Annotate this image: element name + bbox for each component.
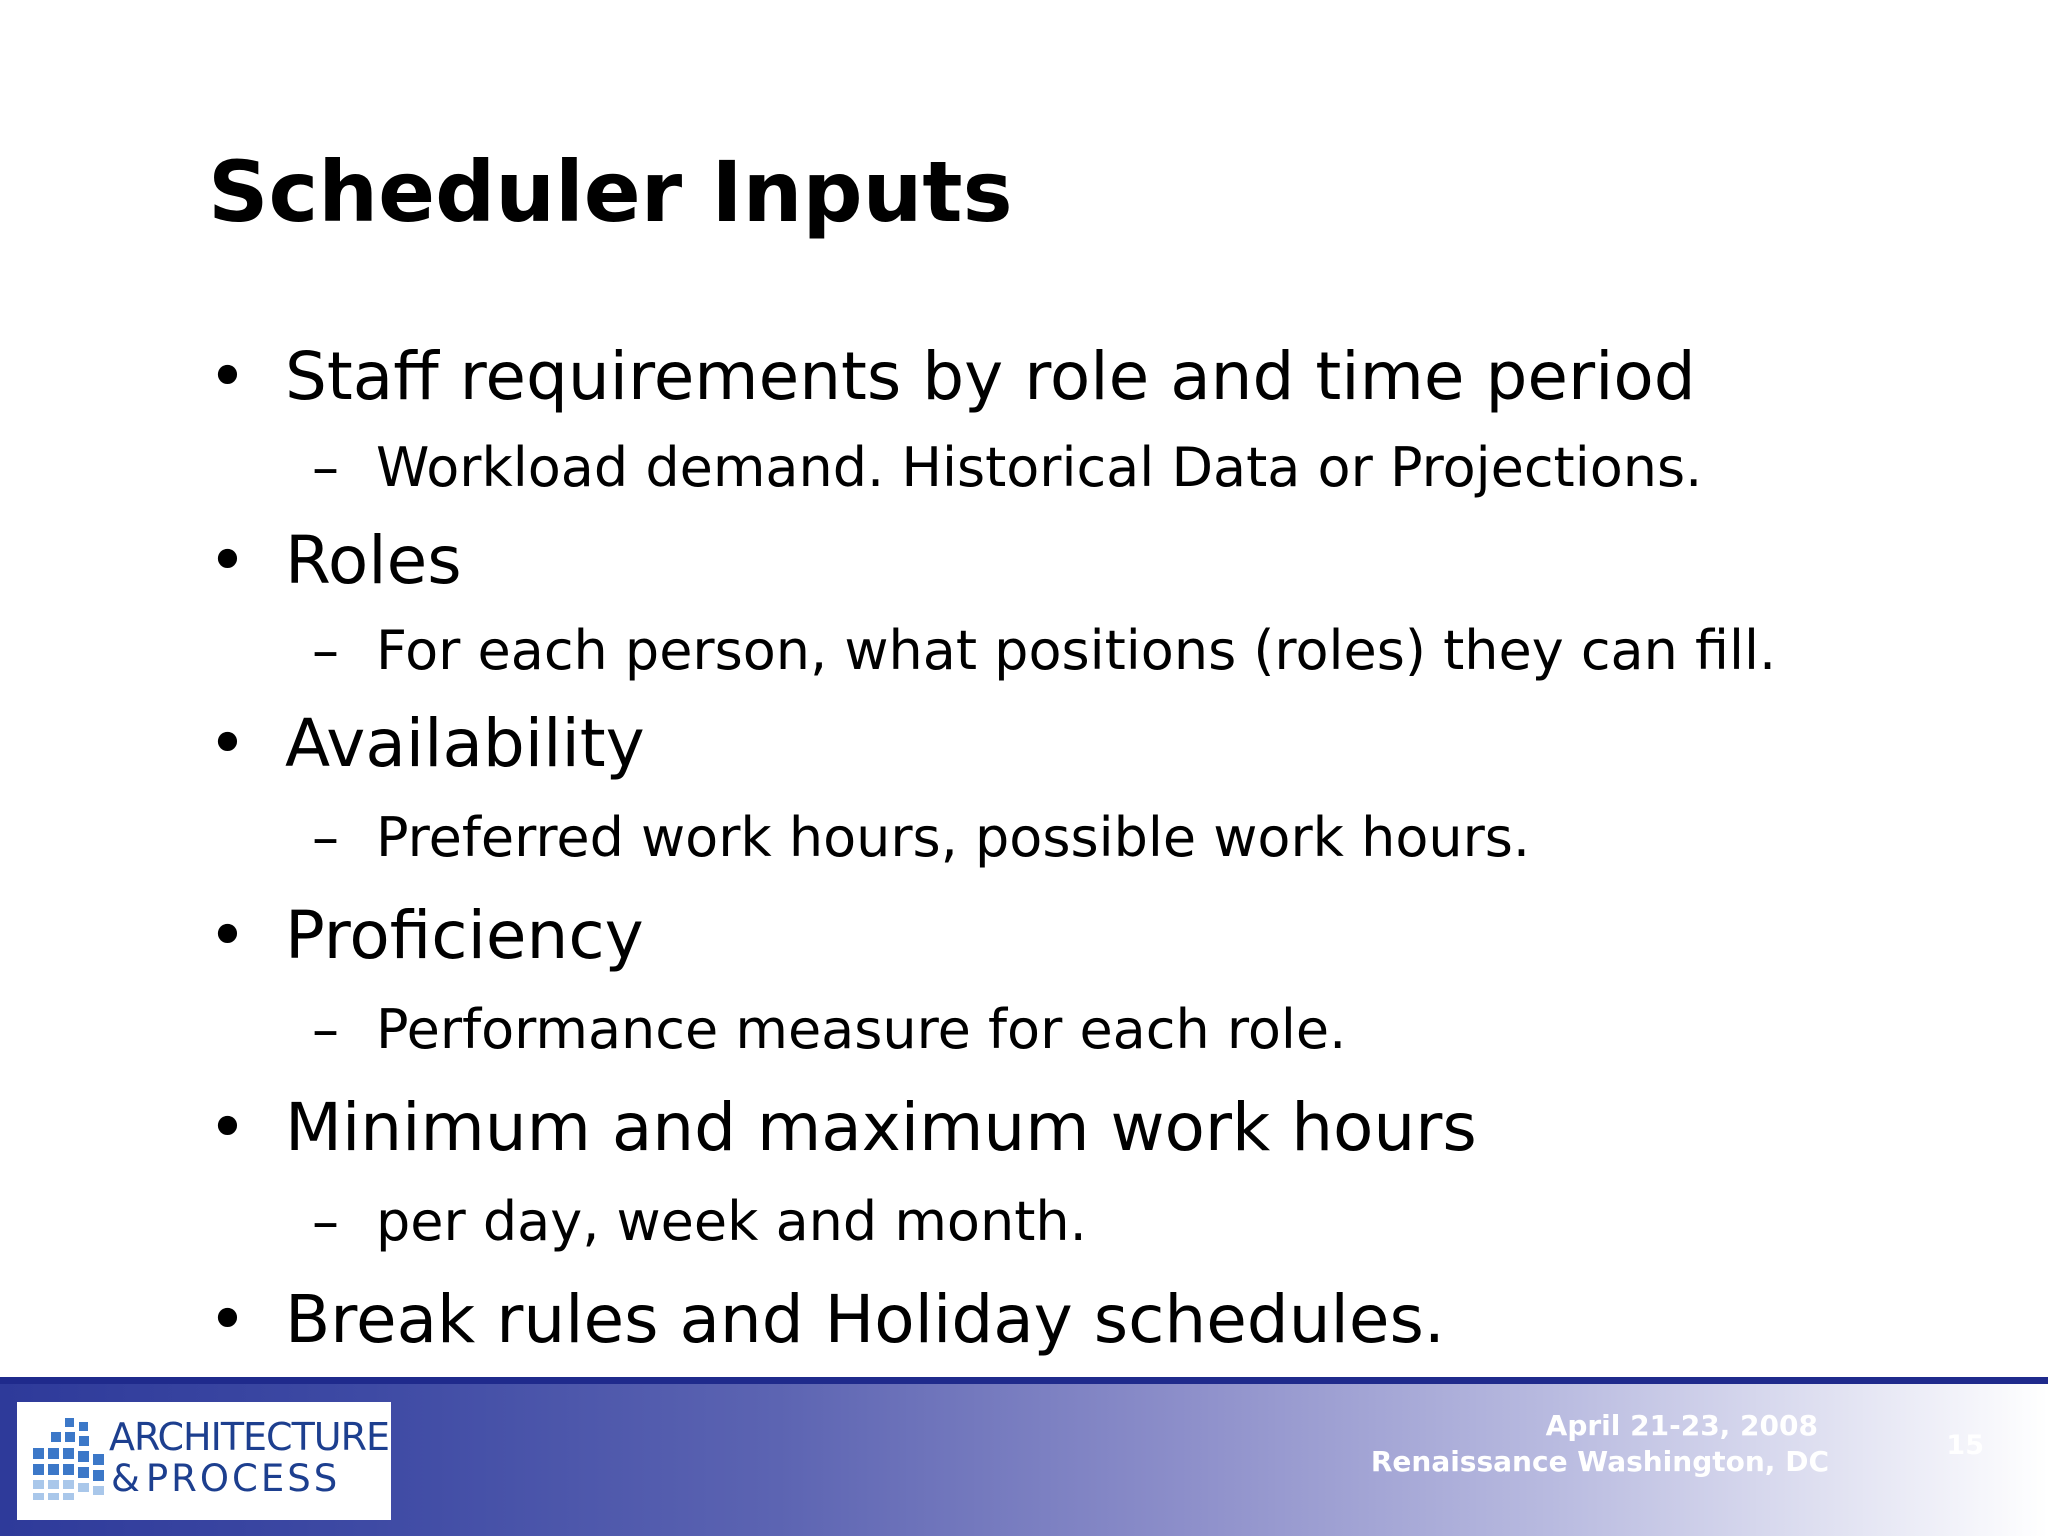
sub-bullet-marker: – [312, 619, 339, 682]
bullet-marker: • [208, 1089, 247, 1166]
logo-text-process [111, 1457, 341, 1500]
footer-divider [0, 1377, 2048, 1384]
logo-ampersand: & [111, 1457, 140, 1500]
bullet-marker: • [208, 897, 247, 974]
conference-logo [17, 1402, 391, 1520]
bullet-marker: • [208, 338, 247, 415]
bullet-marker: • [208, 1281, 247, 1358]
bullet-text: Proficiency [285, 897, 644, 974]
sub-bullet-text: Preferred work hours, possible work hours. [376, 806, 1531, 869]
slide-title: Scheduler Inputs [208, 143, 1013, 241]
bullet-text: Break rules and Holiday schedules. [285, 1281, 1445, 1358]
sub-bullet-marker: – [312, 806, 339, 869]
event-date: April 21-23, 2008 [1545, 1409, 1818, 1442]
bullet-text: Staff requirements by role and time period [285, 338, 1696, 415]
event-venue: Renaissance Washington, DC [1370, 1445, 1829, 1478]
logo-text-architecture: ARCHITECTURE [109, 1415, 390, 1459]
sub-bullet-marker: – [312, 436, 339, 499]
page-number: 15 [1946, 1430, 1984, 1461]
bullet-text: Minimum and maximum work hours [285, 1089, 1477, 1166]
sub-bullet-marker: – [312, 1190, 339, 1253]
sub-bullet-text: Performance measure for each role. [376, 998, 1347, 1061]
bullet-text: Availability [285, 705, 645, 782]
logo-process-word: PROCESS [145, 1457, 341, 1500]
sub-bullet-text: Workload demand. Historical Data or Projections. [376, 436, 1703, 499]
sub-bullet-text: For each person, what positions (roles) they can fill. [376, 619, 1777, 682]
blue-tile-grid-icon [31, 1418, 111, 1504]
bullet-marker: • [208, 705, 247, 782]
bullet-marker: • [208, 522, 247, 599]
sub-bullet-marker: – [312, 998, 339, 1061]
bullet-text: Roles [285, 522, 462, 599]
slide-footer [0, 1384, 2048, 1536]
sub-bullet-text: per day, week and month. [376, 1190, 1087, 1253]
